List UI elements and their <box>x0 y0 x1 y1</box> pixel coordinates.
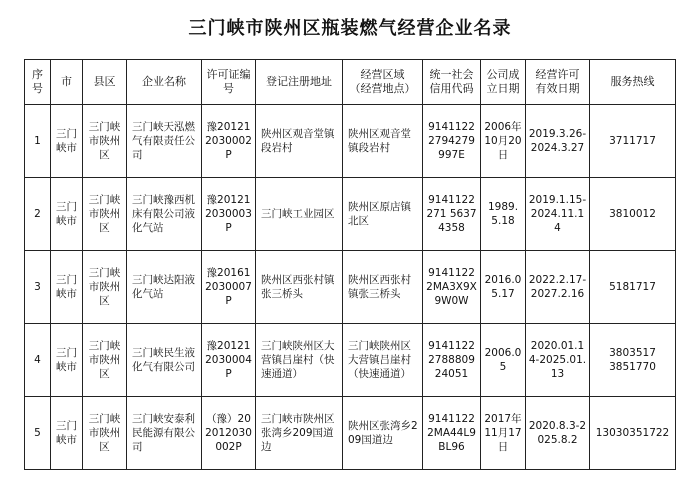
cell-county: 三门峡市陕州区 <box>83 105 127 178</box>
cell-hotline: 3803517 3851770 <box>590 324 676 397</box>
table-row <box>25 105 676 178</box>
cell-founded: 2017年11月17日 <box>481 397 526 470</box>
table-row <box>25 324 676 397</box>
cell-hotline: 3711717 <box>590 105 676 178</box>
column-header: 经营区域 （经营地点） <box>343 60 423 105</box>
page-title: 三门峡市陕州区瓶装燃气经营企业名录 <box>188 18 512 39</box>
column-header: 县区 <box>83 60 127 105</box>
cell-valid: 2019.3.26-2024.3.27 <box>526 105 590 178</box>
table-row <box>25 178 676 251</box>
cell-credit: 91411222794279997E <box>423 105 481 178</box>
cell-founded: 2016.05.17 <box>481 251 526 324</box>
column-header: 市 <box>51 60 83 105</box>
cell-valid: 2020.8.3-2025.8.2 <box>526 397 590 470</box>
header-row <box>25 60 676 105</box>
column-header: 服务热线 <box>590 60 676 105</box>
cell-county: 三门峡市陕州区 <box>83 397 127 470</box>
cell-area: 三门峡陕州区大营镇吕崖村（快速通道） <box>343 324 423 397</box>
cell-area: 陕州区观音堂镇段岩村 <box>343 105 423 178</box>
cell-address: 三门峡陕州区大营镇吕崖村（快速通道） <box>256 324 343 397</box>
cell-area: 陕州区张湾乡209国道边 <box>343 397 423 470</box>
column-header: 序号 <box>25 60 51 105</box>
cell-hotline: 13030351722 <box>590 397 676 470</box>
cell-address: 三门峡市陕州区张湾乡209国道边 <box>256 397 343 470</box>
table-row <box>25 251 676 324</box>
cell-valid: 2020.01.14-2025.01.13 <box>526 324 590 397</box>
cell-license: （豫）202012030002P <box>202 397 256 470</box>
cell-no: 4 <box>25 324 51 397</box>
cell-address: 陕州区观音堂镇段岩村 <box>256 105 343 178</box>
cell-valid: 2019.1.15-2024.11.14 <box>526 178 590 251</box>
cell-county: 三门峡市陕州区 <box>83 324 127 397</box>
column-header: 经营许可 有效日期 <box>526 60 590 105</box>
cell-license: 豫201212030002P <box>202 105 256 178</box>
cell-hotline: 5181717 <box>590 251 676 324</box>
column-header: 登记注册地址 <box>256 60 343 105</box>
column-header: 企业名称 <box>127 60 202 105</box>
cell-no: 2 <box>25 178 51 251</box>
cell-credit: 91411222MA3X9X9W0W <box>423 251 481 324</box>
cell-city: 三门峡市 <box>51 324 83 397</box>
cell-area: 陕州区西张村镇张三桥头 <box>343 251 423 324</box>
column-header: 公司成 立日期 <box>481 60 526 105</box>
table-row <box>25 397 676 470</box>
column-header: 统一社会 信用代码 <box>423 60 481 105</box>
cell-name: 三门峡安泰利民能源有限公司 <box>127 397 202 470</box>
column-header: 许可证编号 <box>202 60 256 105</box>
cell-address: 陕州区西张村镇张三桥头 <box>256 251 343 324</box>
cell-credit: 9141122271 56374358 <box>423 178 481 251</box>
cell-founded: 1989.5.18 <box>481 178 526 251</box>
cell-hotline: 3810012 <box>590 178 676 251</box>
cell-no: 1 <box>25 105 51 178</box>
cell-valid: 2022.2.17-2027.2.16 <box>526 251 590 324</box>
cell-city: 三门峡市 <box>51 178 83 251</box>
cell-name: 三门峡达阳液化气站 <box>127 251 202 324</box>
cell-city: 三门峡市 <box>51 105 83 178</box>
cell-city: 三门峡市 <box>51 397 83 470</box>
cell-license: 豫201612030007P <box>202 251 256 324</box>
cell-founded: 2006年10月20日 <box>481 105 526 178</box>
cell-no: 3 <box>25 251 51 324</box>
cell-area: 陕州区原店镇北区 <box>343 178 423 251</box>
cell-name: 三门峡民生液化气有限公司 <box>127 324 202 397</box>
cell-no: 5 <box>25 397 51 470</box>
cell-county: 三门峡市陕州区 <box>83 178 127 251</box>
cell-city: 三门峡市 <box>51 251 83 324</box>
cell-credit: 9141122278880924051 <box>423 324 481 397</box>
cell-name: 三门峡豫西机床有限公司液化气站 <box>127 178 202 251</box>
cell-address: 三门峡工业园区 <box>256 178 343 251</box>
cell-credit: 91411222MA44L9BL96 <box>423 397 481 470</box>
enterprise-table <box>24 59 676 470</box>
cell-license: 豫201212030004P <box>202 324 256 397</box>
cell-founded: 2006.05 <box>481 324 526 397</box>
cell-license: 豫201212030003P <box>202 178 256 251</box>
cell-name: 三门峡天泓燃气有限责任公司 <box>127 105 202 178</box>
cell-county: 三门峡市陕州区 <box>83 251 127 324</box>
